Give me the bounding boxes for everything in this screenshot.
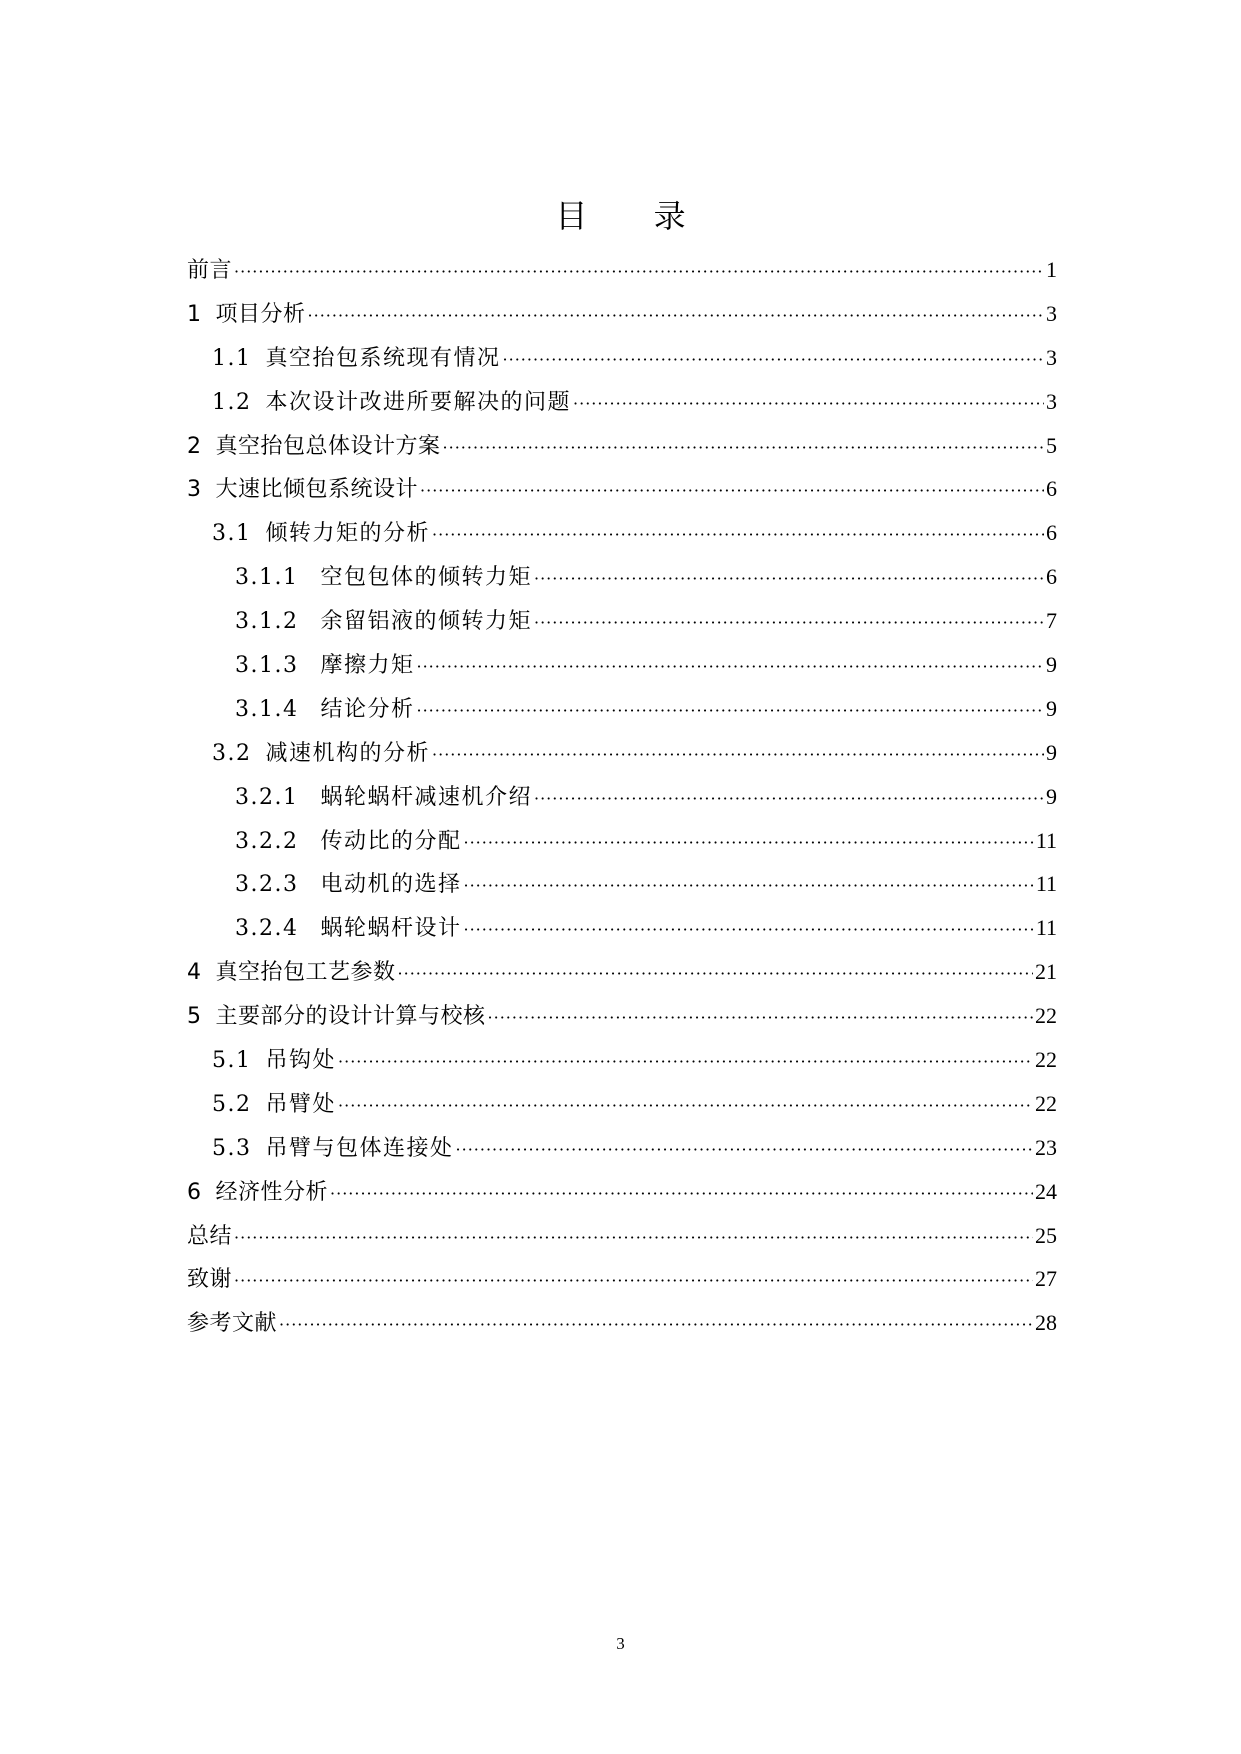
toc-entry-text bbox=[212, 1134, 454, 1164]
toc-entry-text bbox=[212, 344, 501, 374]
toc-entry-page: 5 bbox=[1046, 432, 1057, 458]
toc-entry-text bbox=[235, 870, 462, 900]
toc-entry-number: 5.2 bbox=[212, 1091, 252, 1117]
toc-entry-page: 24 bbox=[1035, 1178, 1057, 1204]
toc-entry-text bbox=[235, 783, 532, 813]
dot-leader bbox=[338, 1047, 1033, 1077]
toc-entry[interactable] bbox=[187, 650, 1057, 694]
toc-entry[interactable] bbox=[187, 1177, 1057, 1221]
dot-leader bbox=[234, 257, 1044, 287]
toc-entry-text bbox=[187, 300, 306, 330]
toc-entry[interactable] bbox=[187, 826, 1057, 870]
dot-leader bbox=[464, 915, 1034, 945]
toc-entry-page: 6 bbox=[1046, 476, 1057, 502]
dot-leader bbox=[234, 1266, 1033, 1296]
dot-leader bbox=[234, 1223, 1033, 1253]
toc-entry-page: 28 bbox=[1035, 1310, 1057, 1336]
toc-entry-title: 空包包体的倾转力矩 bbox=[320, 565, 532, 591]
toc-entry-number: 2 bbox=[187, 433, 202, 459]
toc-entry-text bbox=[187, 958, 396, 988]
toc-entry-title: 吊臂处 bbox=[265, 1091, 337, 1117]
toc-entry-title: 倾转力矩的分析 bbox=[265, 521, 431, 547]
toc-entry-text bbox=[235, 827, 462, 857]
dot-leader bbox=[417, 696, 1045, 726]
toc-entry-page: 22 bbox=[1035, 1003, 1057, 1029]
toc-entry-text bbox=[235, 651, 415, 681]
toc-entry-page: 9 bbox=[1046, 739, 1057, 765]
toc-entry-text bbox=[235, 695, 415, 725]
toc-entry-title: 总结 bbox=[187, 1223, 233, 1249]
toc-entry-number: 3.2.1 bbox=[235, 784, 299, 810]
toc-entry-text bbox=[212, 1046, 336, 1076]
dot-leader bbox=[534, 564, 1044, 594]
toc-entry-title: 项目分析 bbox=[215, 301, 306, 327]
toc-entry-number: 1.1 bbox=[212, 345, 252, 371]
toc-entry-title: 参考文献 bbox=[187, 1311, 278, 1337]
toc-entry[interactable] bbox=[187, 255, 1057, 299]
toc-entry[interactable] bbox=[187, 738, 1057, 782]
toc-entry[interactable] bbox=[187, 474, 1057, 518]
toc-entry[interactable] bbox=[187, 1221, 1057, 1265]
toc-entry-title: 主要部分的设计计算与校核 bbox=[215, 1004, 486, 1030]
toc-entry-page: 9 bbox=[1046, 652, 1057, 678]
toc-entry-title: 结论分析 bbox=[320, 696, 415, 722]
toc-entry[interactable] bbox=[187, 606, 1057, 650]
dot-leader bbox=[420, 476, 1044, 506]
toc-entry-number: 3.1 bbox=[212, 521, 252, 547]
toc-entry-text bbox=[187, 1222, 232, 1252]
toc-entry-number: 3.1.2 bbox=[235, 609, 299, 635]
toc-entry[interactable] bbox=[187, 1001, 1057, 1045]
toc-entry-title: 蜗轮蜗杆设计 bbox=[320, 916, 462, 942]
toc-entry-page: 1 bbox=[1046, 257, 1057, 282]
toc-entry-number: 3 bbox=[187, 477, 202, 503]
dot-leader bbox=[534, 608, 1044, 638]
toc-entry-number: 5 bbox=[187, 1004, 202, 1030]
toc-entry-title: 真空抬包工艺参数 bbox=[215, 960, 396, 986]
dot-leader bbox=[456, 1135, 1033, 1165]
toc-entry[interactable] bbox=[187, 562, 1057, 606]
toc-entry-number: 3.2.3 bbox=[235, 872, 299, 898]
dot-leader bbox=[279, 1310, 1033, 1340]
toc-entry-text bbox=[187, 432, 441, 462]
toc-entry-page: 3 bbox=[1046, 300, 1057, 326]
toc-entry-page: 3 bbox=[1046, 344, 1057, 370]
toc-entry-text bbox=[212, 739, 430, 769]
toc-entry-page: 21 bbox=[1035, 959, 1057, 985]
toc-entry-number: 3.1.3 bbox=[235, 653, 299, 679]
toc-entry[interactable] bbox=[187, 1264, 1057, 1308]
toc-entry[interactable] bbox=[187, 343, 1057, 387]
toc-entry-text bbox=[235, 607, 532, 637]
toc-entry[interactable] bbox=[187, 957, 1057, 1001]
toc-entry[interactable] bbox=[187, 387, 1057, 431]
toc-entry-text bbox=[187, 475, 418, 505]
toc-entry-page: 22 bbox=[1035, 1090, 1057, 1116]
dot-leader bbox=[464, 871, 1034, 901]
toc-entry-number: 5.3 bbox=[212, 1135, 252, 1161]
toc-entry-number: 3.2 bbox=[212, 740, 252, 766]
dot-leader bbox=[432, 740, 1044, 770]
toc-entry[interactable] bbox=[187, 431, 1057, 475]
page-title: 目 录 bbox=[555, 197, 714, 235]
dot-leader bbox=[534, 784, 1044, 814]
toc-entry-page: 22 bbox=[1035, 1047, 1057, 1073]
toc-entry-number: 3.2.4 bbox=[235, 916, 299, 942]
toc-entry-page: 23 bbox=[1035, 1134, 1057, 1160]
toc-entry-title: 减速机构的分析 bbox=[265, 740, 431, 766]
toc-entry-page: 27 bbox=[1035, 1266, 1057, 1292]
toc-entry-page: 3 bbox=[1046, 388, 1057, 414]
toc-entry-text bbox=[187, 1002, 486, 1032]
toc-entry[interactable] bbox=[187, 518, 1057, 562]
toc-entry-title: 吊钩处 bbox=[265, 1048, 337, 1074]
toc-entry[interactable] bbox=[187, 299, 1057, 343]
toc-entry-title: 致谢 bbox=[187, 1267, 233, 1293]
dot-leader bbox=[573, 389, 1044, 419]
toc-entry-title: 经济性分析 bbox=[215, 1179, 329, 1205]
dot-leader bbox=[330, 1179, 1033, 1209]
toc-entry-title: 真空抬包系统现有情况 bbox=[265, 345, 501, 371]
toc-entry[interactable] bbox=[187, 694, 1057, 738]
toc-entry[interactable] bbox=[187, 913, 1057, 957]
toc-entry[interactable] bbox=[187, 1308, 1057, 1352]
toc-entry[interactable] bbox=[187, 782, 1057, 826]
toc-entry[interactable] bbox=[187, 1089, 1057, 1133]
toc-entry-title: 前言 bbox=[187, 258, 233, 283]
dot-leader bbox=[464, 828, 1034, 858]
dot-leader bbox=[503, 345, 1044, 375]
toc-entry-page: 11 bbox=[1035, 915, 1057, 941]
toc-entry-text bbox=[235, 914, 462, 944]
toc-entry[interactable] bbox=[187, 1133, 1057, 1177]
toc-entry-text bbox=[212, 388, 571, 418]
toc-entry-number: 6 bbox=[187, 1179, 202, 1205]
toc-entry-title: 电动机的选择 bbox=[320, 872, 462, 898]
toc-entry-page: 11 bbox=[1035, 871, 1057, 897]
toc-entry-text bbox=[235, 563, 532, 593]
toc-entry-number: 3.1.1 bbox=[235, 565, 299, 591]
toc-entry[interactable] bbox=[187, 869, 1057, 913]
dot-leader bbox=[417, 652, 1045, 682]
toc-entry-text bbox=[187, 256, 232, 286]
toc-entry-text bbox=[187, 1178, 328, 1208]
toc-entry-title: 吊臂与包体连接处 bbox=[265, 1135, 454, 1161]
toc-entry-number: 4 bbox=[187, 960, 202, 986]
toc-entry-text bbox=[212, 519, 430, 549]
toc-entry-title: 本次设计改进所要解决的问题 bbox=[265, 389, 572, 415]
toc-entry-title: 传动比的分配 bbox=[320, 828, 462, 854]
dot-leader bbox=[308, 301, 1044, 331]
toc-entry-page: 6 bbox=[1046, 520, 1057, 546]
table-of-contents bbox=[187, 255, 1057, 1352]
toc-entry-number: 3.2.2 bbox=[235, 828, 299, 854]
toc-entry-title: 真空抬包总体设计方案 bbox=[215, 433, 441, 459]
dot-leader bbox=[338, 1091, 1033, 1121]
toc-entry-number: 3.1.4 bbox=[235, 696, 299, 722]
toc-entry-title: 余留铝液的倾转力矩 bbox=[320, 609, 532, 635]
toc-entry-text bbox=[187, 1309, 277, 1339]
toc-entry-page: 25 bbox=[1035, 1222, 1057, 1248]
toc-entry[interactable] bbox=[187, 1045, 1057, 1089]
dot-leader bbox=[398, 959, 1033, 989]
toc-entry-text bbox=[212, 1090, 336, 1120]
toc-entry-page: 9 bbox=[1046, 783, 1057, 809]
page-number: 3 bbox=[616, 1634, 625, 1653]
toc-entry-page: 7 bbox=[1046, 608, 1057, 634]
toc-entry-number: 5.1 bbox=[212, 1048, 252, 1074]
toc-entry-number: 1.2 bbox=[212, 389, 252, 415]
toc-entry-title: 大速比倾包系统设计 bbox=[215, 477, 419, 503]
dot-leader bbox=[488, 1003, 1033, 1033]
toc-entry-page: 9 bbox=[1046, 695, 1057, 721]
toc-entry-page: 11 bbox=[1035, 827, 1057, 853]
toc-entry-title: 蜗轮蜗杆减速机介绍 bbox=[320, 784, 532, 810]
toc-entry-text bbox=[187, 1265, 232, 1295]
dot-leader bbox=[432, 520, 1044, 550]
toc-entry-number: 1 bbox=[187, 301, 202, 327]
dot-leader bbox=[443, 433, 1044, 463]
toc-entry-title: 摩擦力矩 bbox=[320, 653, 415, 679]
toc-entry-page: 6 bbox=[1046, 564, 1057, 590]
